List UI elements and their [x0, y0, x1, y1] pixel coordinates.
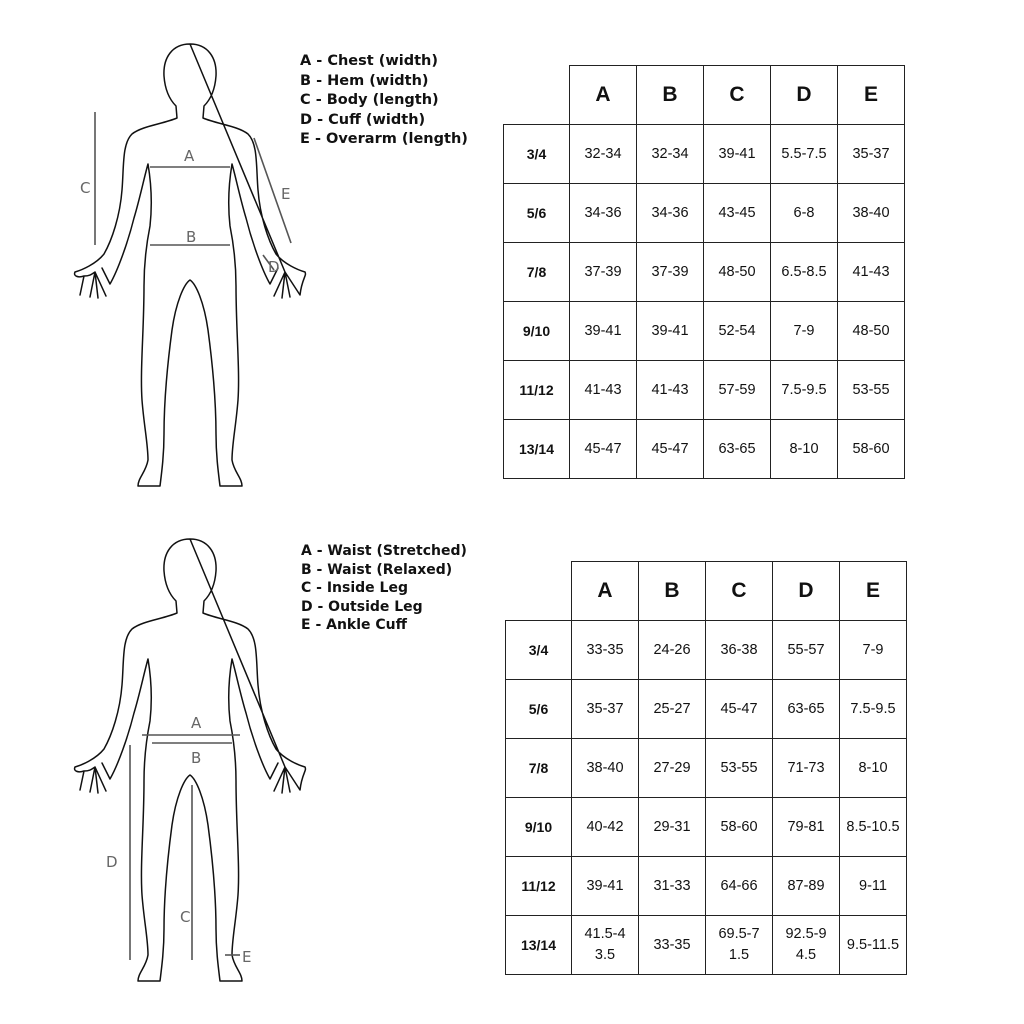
cell: 38-40: [838, 184, 905, 243]
cell: 29-31: [639, 798, 706, 857]
cell: 35-37: [572, 680, 639, 739]
cell: 37-39: [570, 243, 637, 302]
column-header-e: E: [838, 66, 905, 125]
cell-value: 69.5-71.5: [718, 926, 760, 963]
cell: 7-9: [771, 302, 838, 361]
cell: [706, 916, 773, 975]
bottom-legend: [301, 542, 467, 635]
cell: 71-73: [773, 739, 840, 798]
table-row: [504, 361, 905, 420]
cell: 37-39: [637, 243, 704, 302]
table-row: [506, 739, 907, 798]
cell: 53-55: [706, 739, 773, 798]
cell: 45-47: [637, 420, 704, 479]
row-size: 3/4: [504, 125, 570, 184]
column-header-b: B: [637, 66, 704, 125]
column-header-c: C: [704, 66, 771, 125]
cell: 8-10: [840, 739, 907, 798]
cell: 36-38: [706, 621, 773, 680]
cell: 40-42: [572, 798, 639, 857]
cell: 58-60: [838, 420, 905, 479]
column-header-e: E: [840, 562, 907, 621]
cell: 39-41: [704, 125, 771, 184]
row-size: 11/12: [506, 857, 572, 916]
top-body-figure: [60, 40, 320, 495]
table-row: [506, 621, 907, 680]
cell: 39-41: [572, 857, 639, 916]
row-size: 13/14: [504, 420, 570, 479]
cell: 43-45: [704, 184, 771, 243]
column-header-d: D: [771, 66, 838, 125]
cell: 9-11: [840, 857, 907, 916]
cell: 41-43: [570, 361, 637, 420]
cell: 33-35: [639, 916, 706, 975]
cell: 79-81: [773, 798, 840, 857]
cell: 7.5-9.5: [840, 680, 907, 739]
cell: 32-34: [570, 125, 637, 184]
cell: 41-43: [637, 361, 704, 420]
bottom-size-table: [505, 561, 907, 975]
table-row: [504, 420, 905, 479]
cell: 31-33: [639, 857, 706, 916]
cell: 38-40: [572, 739, 639, 798]
table-corner: [506, 562, 572, 621]
column-header-d: D: [773, 562, 840, 621]
legend-item-hem: B - Hem (width): [300, 72, 429, 89]
cell: 35-37: [838, 125, 905, 184]
cell-value: 92.5-94.5: [785, 926, 827, 963]
cell: 8-10: [771, 420, 838, 479]
column-header-c: C: [706, 562, 773, 621]
legend-item-waist-stretched: A - Waist (Stretched): [301, 543, 467, 559]
row-size: 7/8: [504, 243, 570, 302]
legend-item-body: C - Body (length): [300, 92, 439, 108]
legend-item-overarm: E - Overarm (length): [300, 131, 468, 147]
table-header-row: [506, 562, 907, 621]
cell: 63-65: [704, 420, 771, 479]
figure-label-b: B: [191, 749, 202, 767]
figure-label-e: E: [281, 185, 291, 203]
cell: 45-47: [706, 680, 773, 739]
figure-label-e: E: [242, 948, 252, 966]
cell: 27-29: [639, 739, 706, 798]
legend-item-chest: A - Chest (width): [300, 53, 438, 69]
row-size: 11/12: [504, 361, 570, 420]
column-header-b: B: [639, 562, 706, 621]
top-size-table: [503, 65, 905, 479]
cell: 7.5-9.5: [771, 361, 838, 420]
figure-label-d: D: [106, 853, 118, 871]
cell: [572, 916, 639, 975]
cell: 39-41: [637, 302, 704, 361]
table-row: [506, 798, 907, 857]
cell: 63-65: [773, 680, 840, 739]
cell: 25-27: [639, 680, 706, 739]
figure-label-a: A: [184, 147, 195, 165]
cell: 55-57: [773, 621, 840, 680]
column-header-a: A: [572, 562, 639, 621]
cell: 32-34: [637, 125, 704, 184]
table-row: [506, 857, 907, 916]
cell: 34-36: [637, 184, 704, 243]
figure-label-a: A: [191, 714, 202, 732]
table-row: [504, 184, 905, 243]
row-size: 9/10: [506, 798, 572, 857]
legend-item-outside-leg: D - Outside Leg: [301, 598, 423, 615]
column-header-a: A: [570, 66, 637, 125]
cell: 6-8: [771, 184, 838, 243]
table-row: [504, 243, 905, 302]
row-size: 3/4: [506, 621, 572, 680]
figure-label-c: C: [180, 908, 191, 926]
legend-item-ankle-cuff: E - Ankle Cuff: [301, 617, 407, 633]
cell: 9.5-11.5: [840, 916, 907, 975]
row-size: 5/6: [506, 680, 572, 739]
top-legend: [300, 52, 468, 150]
row-size: 7/8: [506, 739, 572, 798]
row-size: 5/6: [504, 184, 570, 243]
table-corner: [504, 66, 570, 125]
table-row: [506, 916, 907, 975]
cell: 34-36: [570, 184, 637, 243]
cell-value: 41.5-43.5: [584, 926, 626, 963]
cell: 24-26: [639, 621, 706, 680]
cell: 64-66: [706, 857, 773, 916]
cell: 58-60: [706, 798, 773, 857]
legend-item-cuff: D - Cuff (width): [300, 111, 426, 128]
cell: 6.5-8.5: [771, 243, 838, 302]
cell: 87-89: [773, 857, 840, 916]
figure-label-d: D: [268, 258, 280, 276]
cell: 52-54: [704, 302, 771, 361]
row-size: 13/14: [506, 916, 572, 975]
cell: 45-47: [570, 420, 637, 479]
cell: 53-55: [838, 361, 905, 420]
cell: 39-41: [570, 302, 637, 361]
cell: 5.5-7.5: [771, 125, 838, 184]
table-row: [506, 680, 907, 739]
figure-label-b: B: [186, 228, 197, 246]
cell: [773, 916, 840, 975]
figure-label-c: C: [80, 179, 91, 197]
cell: 48-50: [838, 302, 905, 361]
cell: 8.5-10.5: [840, 798, 907, 857]
table-header-row: [504, 66, 905, 125]
cell: 33-35: [572, 621, 639, 680]
legend-item-waist-relaxed: B - Waist (Relaxed): [301, 561, 453, 578]
cell: 41-43: [838, 243, 905, 302]
legend-item-inside-leg: C - Inside Leg: [301, 580, 408, 596]
cell: 48-50: [704, 243, 771, 302]
row-size: 9/10: [504, 302, 570, 361]
table-row: [504, 302, 905, 361]
table-row: [504, 125, 905, 184]
bottom-body-figure: [60, 535, 320, 995]
cell: 57-59: [704, 361, 771, 420]
cell: 7-9: [840, 621, 907, 680]
